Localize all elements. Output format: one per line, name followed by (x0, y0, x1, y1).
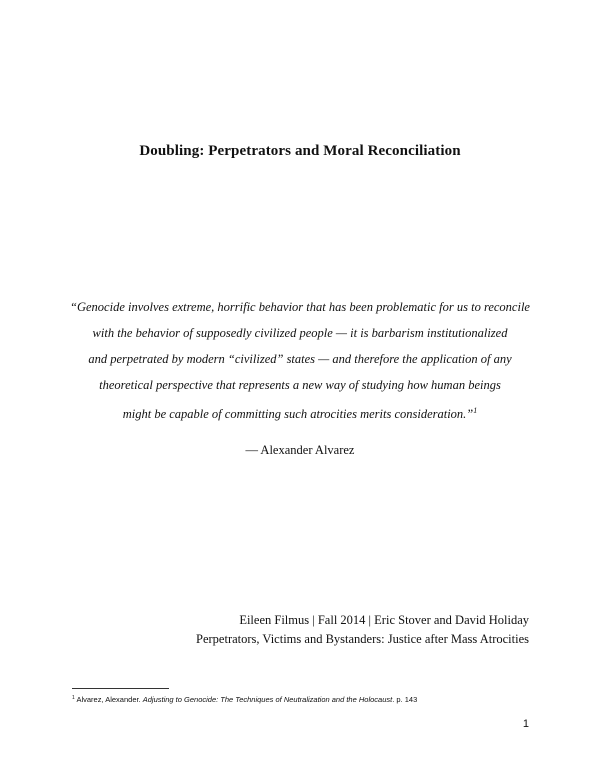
footnote-work-title: Adjusting to Genocide: The Techniques of Neutralization and the Holocaust (142, 695, 393, 704)
footnote-separator (72, 688, 169, 689)
footnote-author: Alvarez, Alexander. (74, 695, 143, 704)
footnote (72, 695, 417, 704)
byline-course-title: Perpetrators, Victims and Bystanders: Justice after Mass Atrocities (196, 632, 529, 646)
footnote-marker: 1 (72, 695, 75, 701)
byline-author-course: Eileen Filmus | Fall 2014 | Eric Stover and David Holiday (239, 613, 529, 627)
quote-attribution: — Alexander Alvarez (245, 443, 355, 457)
page-title: Doubling: Perpetrators and Moral Reconciliation (139, 143, 461, 159)
quote-line-last (60, 406, 540, 421)
page-number: 1 (522, 718, 529, 730)
footnote-reference[interactable]: 1 (473, 406, 478, 415)
quote-line-text: might be capable of committing such atrocities merits consideration.” (122, 407, 474, 421)
footnote-page: . p. 143 (392, 695, 418, 704)
